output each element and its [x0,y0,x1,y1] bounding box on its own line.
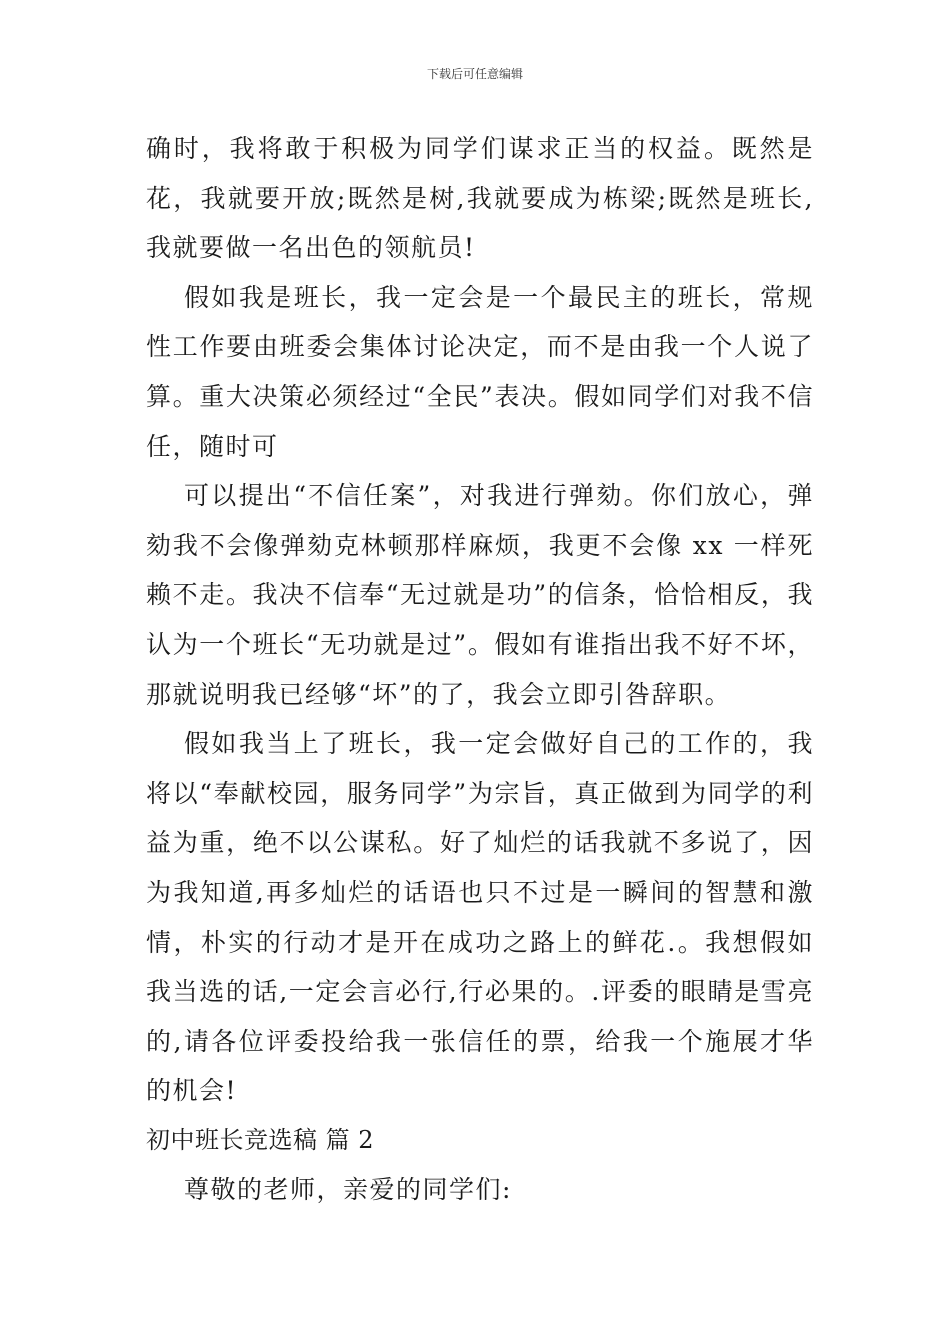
paragraph-continuation: 确时，我将敢于积极为同学们谋求正当的权益。既然是花，我就要开放;既然是树,我就要成为栋梁;既然是班长,我就要做一名出色的领航员! [146,134,814,263]
paragraph-democratic-monitor: 假如我是班长，我一定会是一个最民主的班长，常规性工作要由班委会集体讨论决定，而不是由我一个人说了算。重大决策必须经过“全民”表决。假如同学们对我不信任，随时可 [146,282,814,461]
section-title: 初中班长竞选稿 篇 2 [146,1125,375,1154]
paragraph-impeachment: 可以提出“不信任案”，对我进行弹劾。你们放心，弹劾我不会像弹劾克林顿那样麻烦，我更不会像 xx 一样死赖不走。我决不信奉“无过就是功”的信条，恰恰相反，我认为一个班长“无功就是过”。假如有谁指出我不好不坏，那就说明我已经够“坏”的了，我会立即引咎辞职。 [146,481,814,709]
document-body [146,124,814,1215]
paragraph-closing-pledge: 假如我当上了班长，我一定会做好自己的工作的，我将以“奉献校园，服务同学”为宗旨，真正做到为同学的利益为重，绝不以公谋私。好了灿烂的话我就不多说了，因为我知道,再多灿烂的话语也只不过是一瞬间的智慧和激情，朴实的行动才是开在成功之路上的鲜花.。我想假如我当选的话,一定会言必行,行必果的。.评委的眼睛是雪亮的,请各位评委投给我一张信任的票，给我一个施展才华的机会! [146,729,814,1106]
paragraph-greeting: 尊敬的老师，亲爱的同学们: [184,1175,512,1205]
page-header: 下载后可任意编辑 [426,67,523,81]
